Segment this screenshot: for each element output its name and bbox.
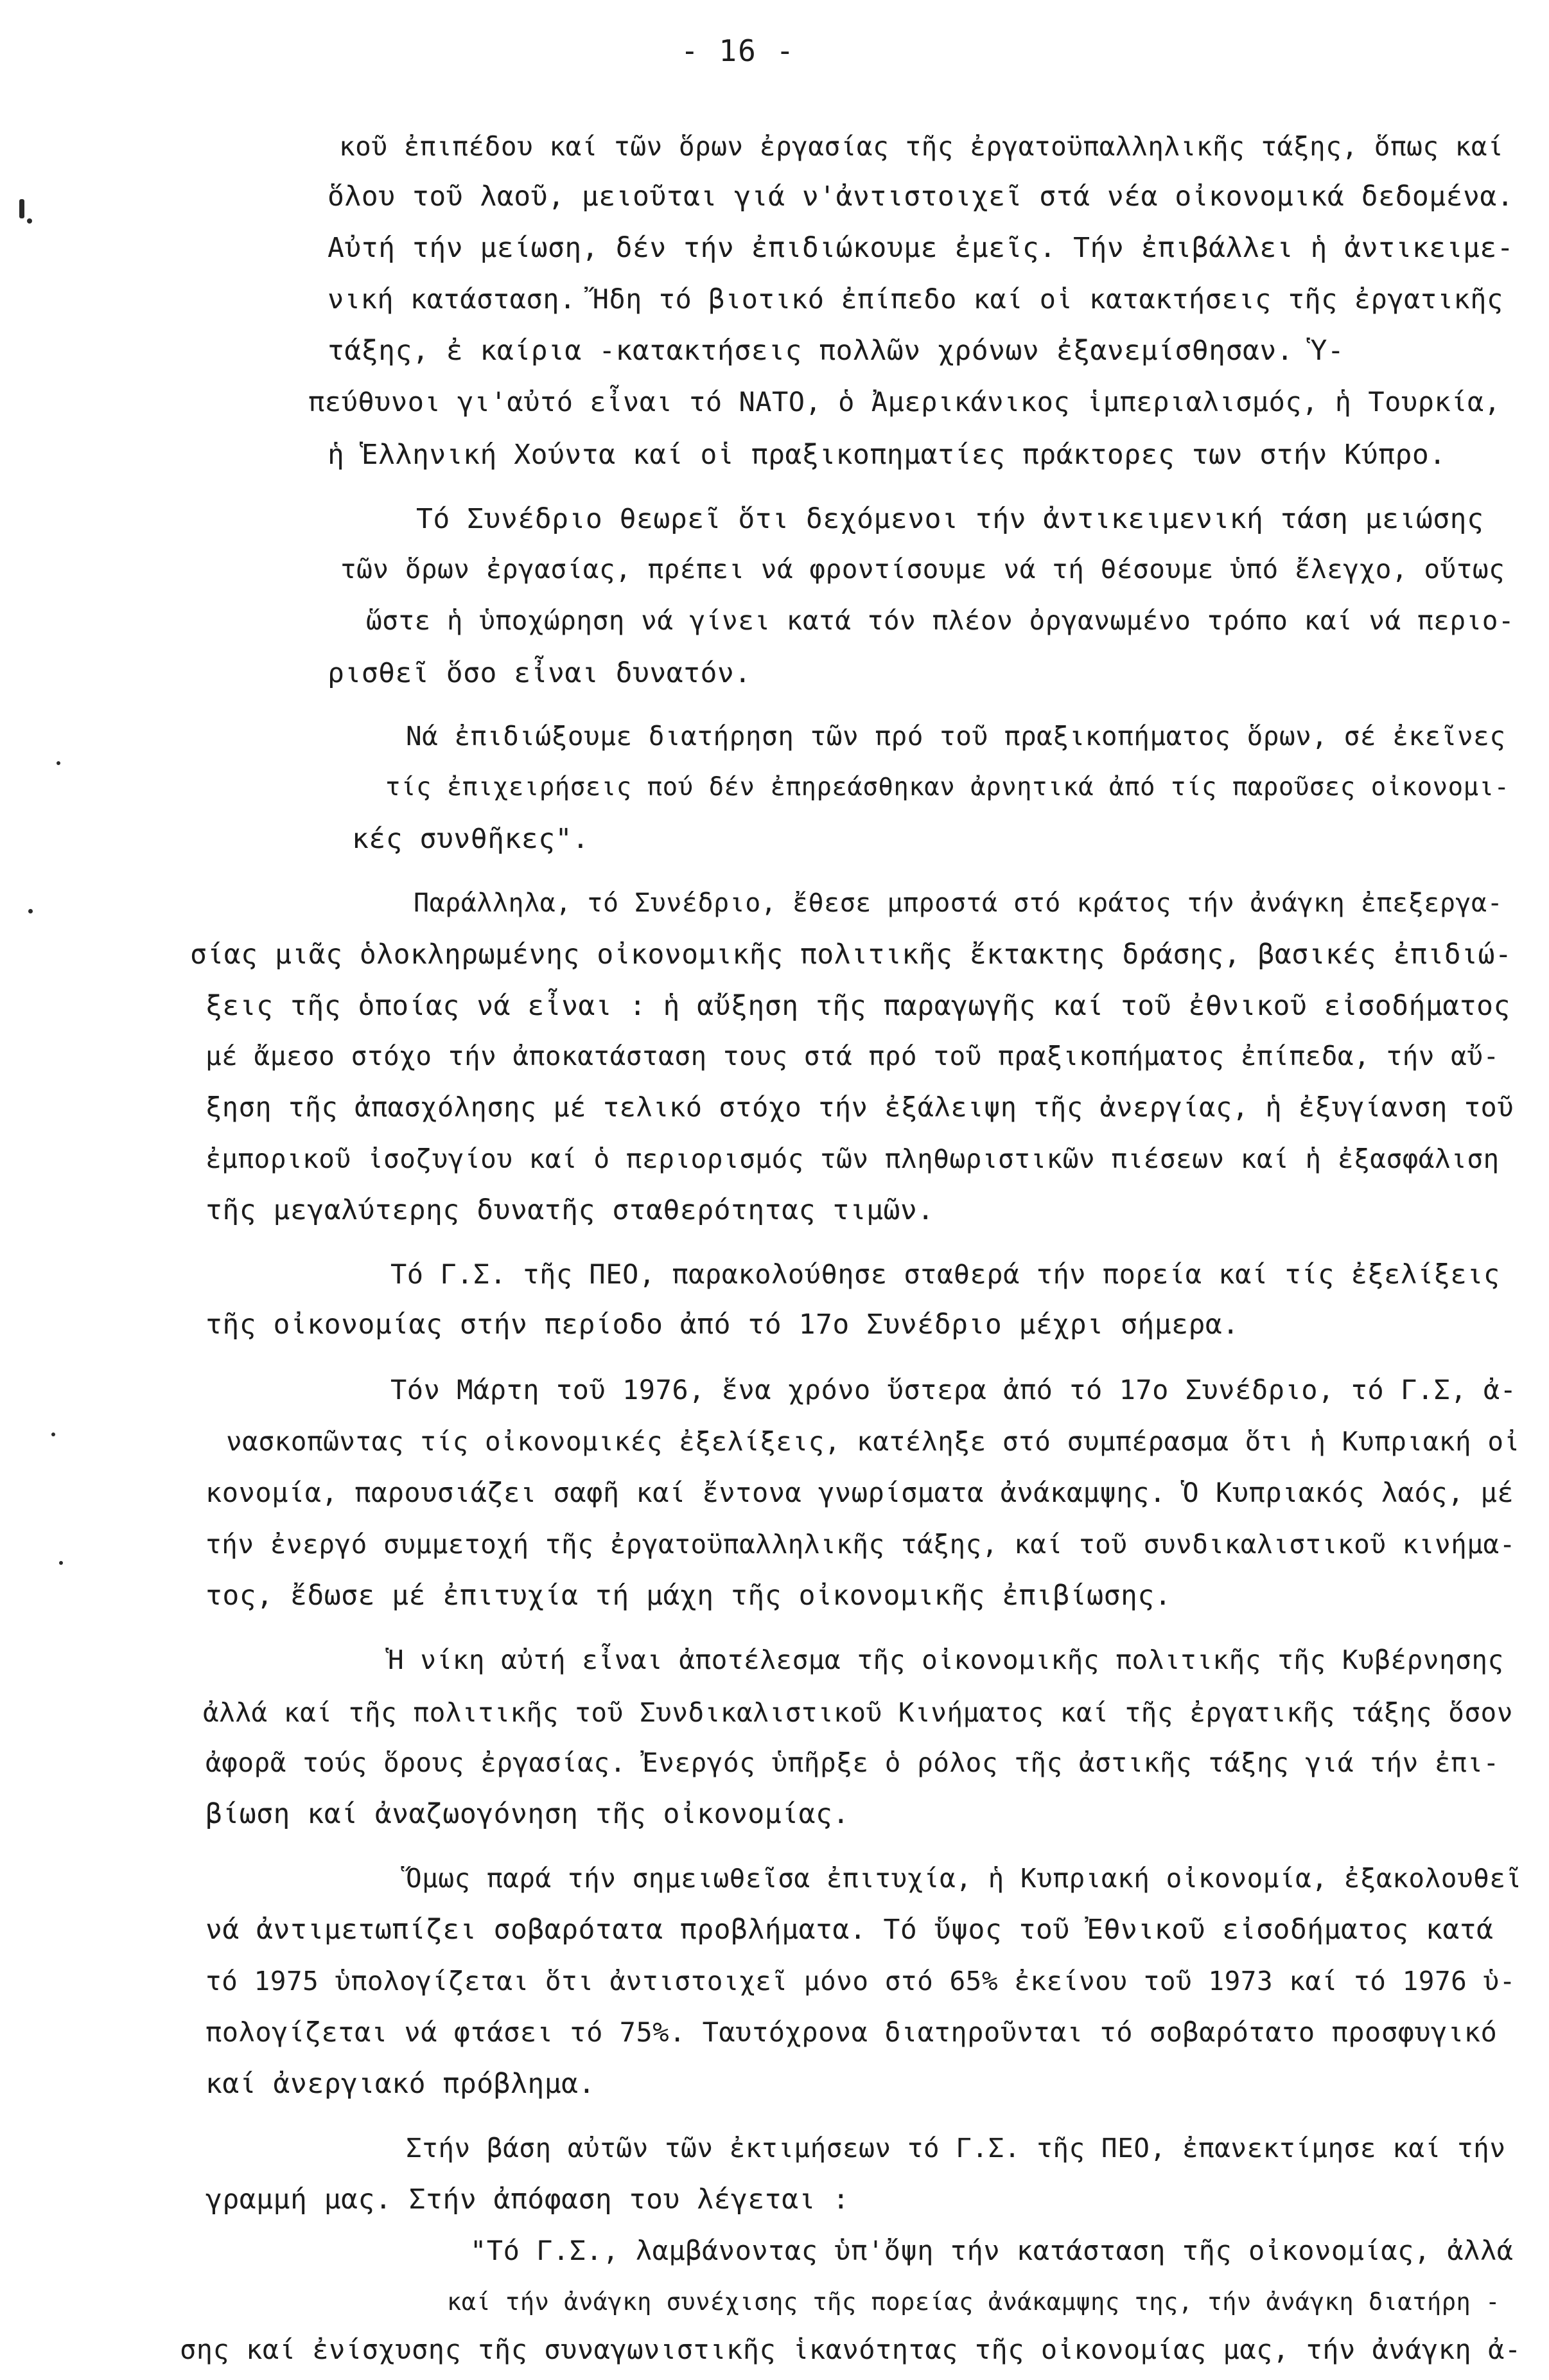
text-line: καί τήν ἀνάγκη συνέχισης τῆς πορείας ἀνάκαμψης της, τήν ἀνάγκη διατήρη - — [447, 2288, 1500, 2316]
text-line: σης καί ἐνίσχυσης τῆς συναγωνιστικῆς ἱκανότητας τῆς οἰκονομίας μας, τήν ἀνάγκη ἀ- — [180, 2334, 1521, 2365]
text-line: Ἡ νίκη αὐτή εἶναι ἀποτέλεσμα τῆς οἰκονομικῆς πολιτικῆς τῆς Κυβέρνησης — [388, 1644, 1504, 1675]
text-line: Νά ἐπιδιώξουμε διατήρηση τῶν πρό τοῦ πραξικοπήματος ὅρων, σέ ἐκεῖνες — [406, 721, 1506, 752]
text-line: τῆς οἰκονομίας στήν περίοδο ἀπό τό 17ο Συνέδριο μέχρι σήμερα. — [206, 1309, 1239, 1341]
text-line: ὥστε ἡ ὑποχώρηση νά γίνει κατά τόν πλέον ὀργανωμένο τρόπο καί νά περιο- — [366, 605, 1515, 636]
text-line: Τό Γ.Σ. τῆς ΠΕΟ, παρακολούθησε σταθερά τήν πορεία καί τίς ἐξελίξεις — [390, 1258, 1500, 1290]
text-line: πεύθυνοι γι'αὐτό εἶναι τό ΝΑΤΟ, ὁ Ἀμερικάνικος ἱμπεριαλισμός, ἡ Τουρκία, — [308, 386, 1501, 418]
margin-mark — [19, 199, 24, 218]
text-line: Αὐτή τήν μείωση, δέν τήν ἐπιδιώκουμε ἐμεῖς. Τήν ἐπιβάλλει ἡ ἀντικειμε- — [328, 232, 1514, 264]
text-line: Στήν βάση αὐτῶν τῶν ἐκτιμήσεων τό Γ.Σ. τῆς ΠΕΟ, ἐπανεκτίμησε καί τήν — [406, 2133, 1506, 2164]
text-line: πολογίζεται νά φτάσει τό 75%. Ταυτόχρονα διατηροῦνται τό σοβαρότατο προσφυγικό — [206, 2016, 1498, 2048]
text-line: τό 1975 ὑπολογίζεται ὅτι ἀντιστοιχεῖ μόνο στό 65% ἐκείνου τοῦ 1973 καί τό 1976 ὑ- — [206, 1966, 1516, 1997]
text-line: ρισθεῖ ὅσο εἶναι δυνατόν. — [328, 657, 751, 689]
text-line: κές συνθῆκες". — [352, 823, 590, 855]
text-line: ἡ Ἑλληνική Χούντα καί οἱ πραξικοπηματίες πράκτορες των στήν Κύπρο. — [328, 439, 1446, 471]
text-line: τος, ἔδωσε μέ ἐπιτυχία τή μάχη τῆς οἰκονομικῆς ἐπιβίωσης. — [206, 1580, 1172, 1612]
text-line: καί ἀνεργιακό πρόβλημα. — [206, 2068, 595, 2100]
margin-mark — [57, 761, 60, 765]
text-line: ἀφορᾶ τούς ὅρους ἐργασίας. Ἐνεργός ὑπῆρξε ὁ ρόλος τῆς ἀστικῆς τάξης γιά τήν ἐπι- — [206, 1747, 1500, 1778]
text-line: Τόν Μάρτη τοῦ 1976, ἕνα χρόνο ὕστερα ἀπό τό 17ο Συνέδριο, τό Γ.Σ, ἀ- — [390, 1374, 1517, 1406]
text-line: νά ἀντιμετωπίζει σοβαρότατα προβλήματα. Τό ὕψος τοῦ Ἐθνικοῦ εἰσοδήματος κατά — [206, 1914, 1494, 1946]
text-line: κοῦ ἐπιπέδου καί τῶν ὅρων ἐργασίας τῆς ἐργατοϋπαλληλικῆς τάξης, ὅπως καί — [339, 131, 1504, 162]
margin-mark — [27, 218, 32, 224]
page-number: - 16 - — [681, 33, 796, 68]
margin-mark — [51, 1432, 55, 1436]
margin-mark — [28, 909, 33, 913]
text-line: "Τό Γ.Σ., λαμβάνοντας ὑπ'ὄψη τήν κατάσταση τῆς οἰκονομίας, ἀλλά — [470, 2235, 1514, 2266]
text-line: τῆς μεγαλύτερης δυνατῆς σταθερότητας τιμῶν. — [206, 1194, 934, 1226]
text-line: ξηση τῆς ἀπασχόλησης μέ τελικό στόχο τήν ἐξάλειψη τῆς ἀνεργίας, ἡ ἐξυγίανση τοῦ — [206, 1091, 1514, 1123]
text-line: μέ ἄμεσο στόχο τήν ἀποκατάσταση τους στά πρό τοῦ πραξικοπήματος ἐπίπεδα, τήν αὔ- — [206, 1041, 1500, 1071]
text-line: τήν ἐνεργό συμμετοχή τῆς ἐργατοϋπαλληλικῆς τάξης, καί τοῦ συνδικαλιστικοῦ κινήμα- — [206, 1529, 1516, 1560]
text-line: τίς ἐπιχειρήσεις πού δέν ἐπηρεάσθηκαν ἀρνητικά ἀπό τίς παροῦσες οἰκονομι- — [385, 773, 1510, 802]
text-line: κονομία, παρουσιάζει σαφῆ καί ἔντονα γνωρίσματα ἀνάκαμψης. Ὁ Κυπριακός λαός, μέ — [206, 1477, 1514, 1508]
margin-mark — [59, 1561, 63, 1565]
text-line: νική κατάσταση. Ἤδη τό βιοτικό ἐπίπεδο καί οἱ κατακτήσεις τῆς ἐργατικῆς — [328, 283, 1503, 315]
text-line: γραμμή μας. Στήν ἀπόφαση του λέγεται : — [206, 2183, 850, 2216]
text-line: τάξης, ἐ καίρια -κατακτήσεις πολλῶν χρόνων ἐξανεμίσθησαν. Ὑ- — [328, 335, 1345, 367]
text-line: ἀλλά καί τῆς πολιτικῆς τοῦ Συνδικαλιστικοῦ Κινήματος καί τῆς ἐργατικῆς τάξης ὅσον — [203, 1697, 1513, 1728]
text-line: τῶν ὅρων ἐργασίας, πρέπει νά φροντίσουμε νά τή θέσουμε ὑπό ἔλεγχο, οὕτως — [340, 554, 1505, 585]
text-line: σίας μιᾶς ὁλοκληρωμένης οἰκονομικῆς πολιτικῆς ἔκτακτης δράσης, βασικές ἐπιδιώ- — [190, 939, 1512, 971]
text-line: Τό Συνέδριο θεωρεῖ ὅτι δεχόμενοι τήν ἀντικειμενική τάση μειώσης — [416, 503, 1484, 535]
text-line: Ὅμως παρά τήν σημειωθεῖσα ἐπιτυχία, ἡ Κυπριακή οἰκονομία, ἐξακολουθεῖ — [406, 1863, 1522, 1894]
text-line: νασκοπῶντας τίς οἰκονομικές ἐξελίξεις, κατέληξε στό συμπέρασμα ὅτι ἡ Κυπριακή οἰ — [226, 1426, 1520, 1457]
text-line: Παράλληλα, τό Συνέδριο, ἔθεσε μπροστά στό κράτος τήν ἀνάγκη ἐπεξεργα- — [414, 888, 1503, 918]
text-line: ξεις τῆς ὁποίας νά εἶναι : ἡ αὔξηση τῆς παραγωγῆς καί τοῦ ἐθνικοῦ εἰσοδήματος — [206, 990, 1510, 1022]
text-line: βίωση καί ἀναζωογόνηση τῆς οἰκονομίας. — [206, 1798, 850, 1830]
text-line: ὅλου τοῦ λαοῦ, μειοῦται γιά ν'ἀντιστοιχεῖ στά νέα οἰκονομικά δεδομένα. — [328, 181, 1514, 213]
text-line: ἐμπορικοῦ ἰσοζυγίου καί ὁ περιορισμός τῶν πληθωριστικῶν πιέσεων καί ἡ ἐξασφάλιση — [206, 1143, 1500, 1174]
